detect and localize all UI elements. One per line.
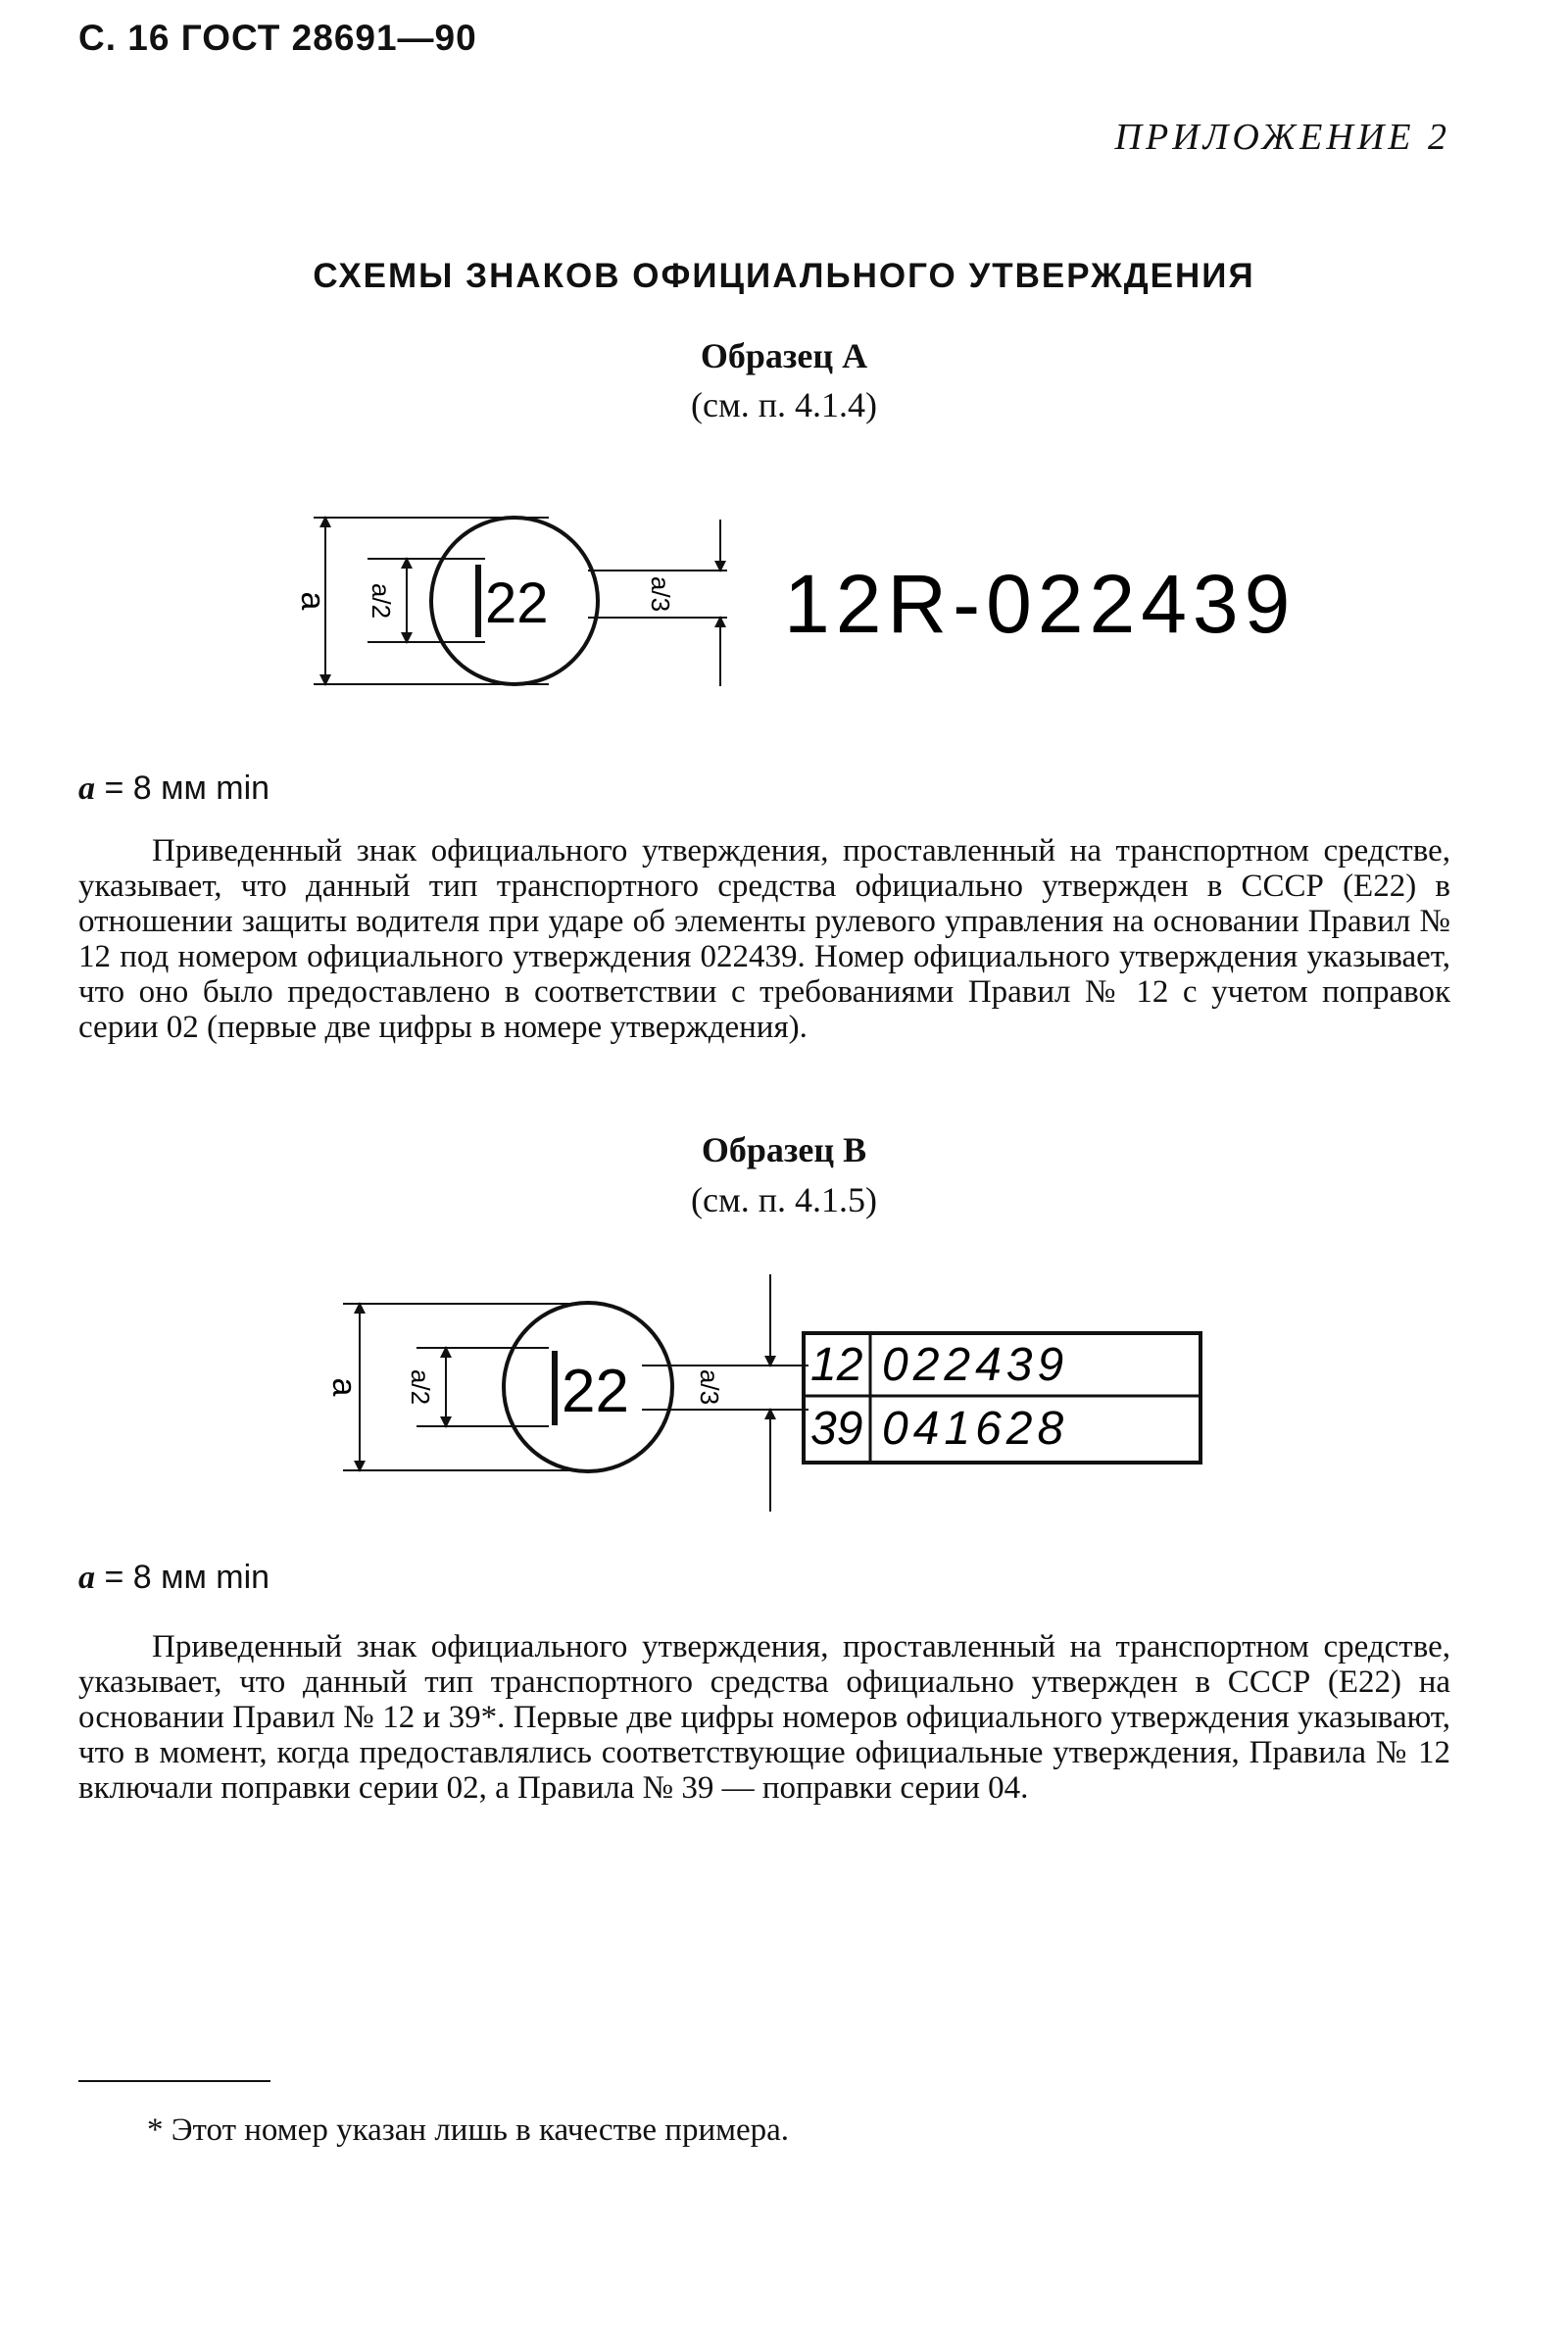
footnote-divider (78, 2080, 270, 2082)
dim-a2-label: a/2 (367, 582, 396, 620)
table-row-2-rule: 39 (810, 1403, 863, 1455)
table-row-2-number: 041628 (882, 1403, 1069, 1455)
sample-a-diagram (274, 500, 1303, 706)
sample-b-ref: (см. п. 4.1.5) (690, 1180, 877, 1219)
sample-b-paragraph: Приведенный знак официального утверждения, проставленный на транспортном средстве, указывает, что данный тип транспортного средства официально утвержден в СССР (Е22) на основании Правил № 12 и 39*. Первые две цифры номеров официального утверждения указывают, что в момент, когда предоставлялись соответствующие официальные утверждения, Правила № 12 включали поправки серии 02, а Правила № 39 — поправки серии 04. (78, 1629, 1450, 1806)
sample-b-title: Образец В (701, 1130, 867, 1169)
sample-a-ref: (см. п. 4.1.4) (690, 385, 877, 424)
approval-code: 12R-022439 (784, 558, 1297, 650)
dim-b-a2-label: a/2 (406, 1368, 435, 1406)
approval-mark-b-digits: 22 (562, 1358, 629, 1425)
dim-a-label: a (294, 591, 331, 611)
sample-b-diagram (309, 1274, 1220, 1519)
sample-a-paragraph: Приведенный знак официального утверждения, проставленный на транспортном средстве, указывает, что данный тип транспортного средства официально утвержден в СССР (Е22) в отношении защиты водителя при ударе об элементы рулевого управления на основании Правил № 12 под номером официального утверждения 022439. Номер официального утверждения указывает, что оно было предоставлено в соответствии с требованиями Правил № 12 с учетом поправок серии 02 (первые две цифры в номере утверждения). (78, 833, 1450, 1045)
footnote: * Этот номер указан лишь в качестве примера. (147, 2112, 790, 2148)
dim-b-a3-label: a/3 (695, 1368, 724, 1406)
page-title: СХЕМЫ ЗНАКОВ ОФИЦИАЛЬНОГО УТВЕРЖДЕНИЯ (313, 257, 1255, 295)
page-header: С. 16 ГОСТ 28691—90 (78, 18, 477, 58)
appendix-label: ПРИЛОЖЕНИЕ 2 (1114, 117, 1450, 158)
sample-a-formula: a = 8 мм min (78, 770, 270, 807)
sample-b-formula: a = 8 мм min (78, 1559, 270, 1596)
approval-mark-digits: 22 (485, 571, 549, 635)
dim-a3-label: a/3 (646, 575, 675, 613)
sample-a-title: Образец А (700, 336, 868, 375)
table-row-1-number: 022439 (882, 1339, 1069, 1391)
table-row-1-rule: 12 (810, 1339, 863, 1391)
dim-b-a-label: a (325, 1377, 363, 1397)
